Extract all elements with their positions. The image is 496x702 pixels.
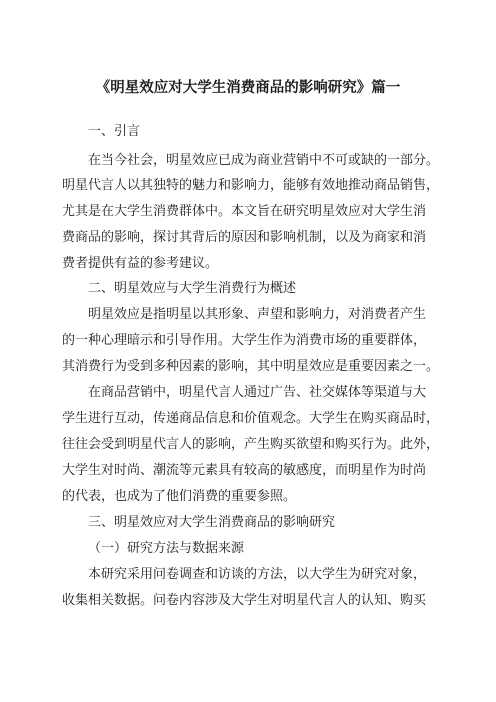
paragraph-line: 往往会受到明星代言人的影响，产生购买欲望和购买行为。此外， bbox=[62, 437, 440, 452]
paragraph-line: 尤其是在大学生消费群体中。本文旨在研究明星效应对大学生消 bbox=[62, 204, 427, 219]
heading-introduction: 一、引言 bbox=[88, 124, 141, 139]
paragraph-line: 学生进行互动，传递商品信息和价值观念。大学生在购买商品时， bbox=[62, 411, 440, 426]
paragraph-line: 大学生对时尚、潮流等元素具有较高的敏感度，而明星作为时尚 bbox=[62, 463, 427, 478]
heading-impact-study: 三、明星效应对大学生消费商品的影响研究 bbox=[88, 515, 336, 530]
paragraph-line: 的一种心理暗示和引导作用。大学生作为消费市场的重要群体， bbox=[62, 333, 427, 348]
paragraph-line: 明星效应是指明星以其形象、声望和影响力，对消费者产生 bbox=[88, 307, 427, 322]
paragraph-line: 的代表，也成为了他们消费的重要参照。 bbox=[62, 489, 297, 504]
subheading-methods: （一）研究方法与数据来源 bbox=[88, 541, 245, 556]
paragraph-line: 费者提供有益的参考建议。 bbox=[62, 256, 219, 271]
paragraph-line: 收集相关数据。问卷内容涉及大学生对明星代言人的认知、购买 bbox=[62, 593, 427, 608]
heading-overview: 二、明星效应与大学生消费行为概述 bbox=[88, 281, 297, 296]
paragraph-line: 在当今社会，明星效应已成为商业营销中不可或缺的一部分。 bbox=[88, 153, 440, 168]
paragraph-line: 其消费行为受到多种因素的影响，其中明星效应是重要因素之一。 bbox=[62, 359, 440, 374]
document-title: 《明星效应对大学生消费商品的影响研究》篇一 bbox=[95, 80, 401, 96]
paragraph-line: 费商品的影响，探讨其背后的原因和影响机制，以及为商家和消 bbox=[62, 230, 427, 245]
paragraph-line: 在商品营销中，明星代言人通过广告、社交媒体等渠道与大 bbox=[88, 385, 427, 400]
paragraph-line: 明星代言人以其独特的魅力和影响力，能够有效地推动商品销售， bbox=[62, 178, 440, 193]
paragraph-line: 本研究采用问卷调查和访谈的方法，以大学生为研究对象， bbox=[88, 567, 427, 582]
